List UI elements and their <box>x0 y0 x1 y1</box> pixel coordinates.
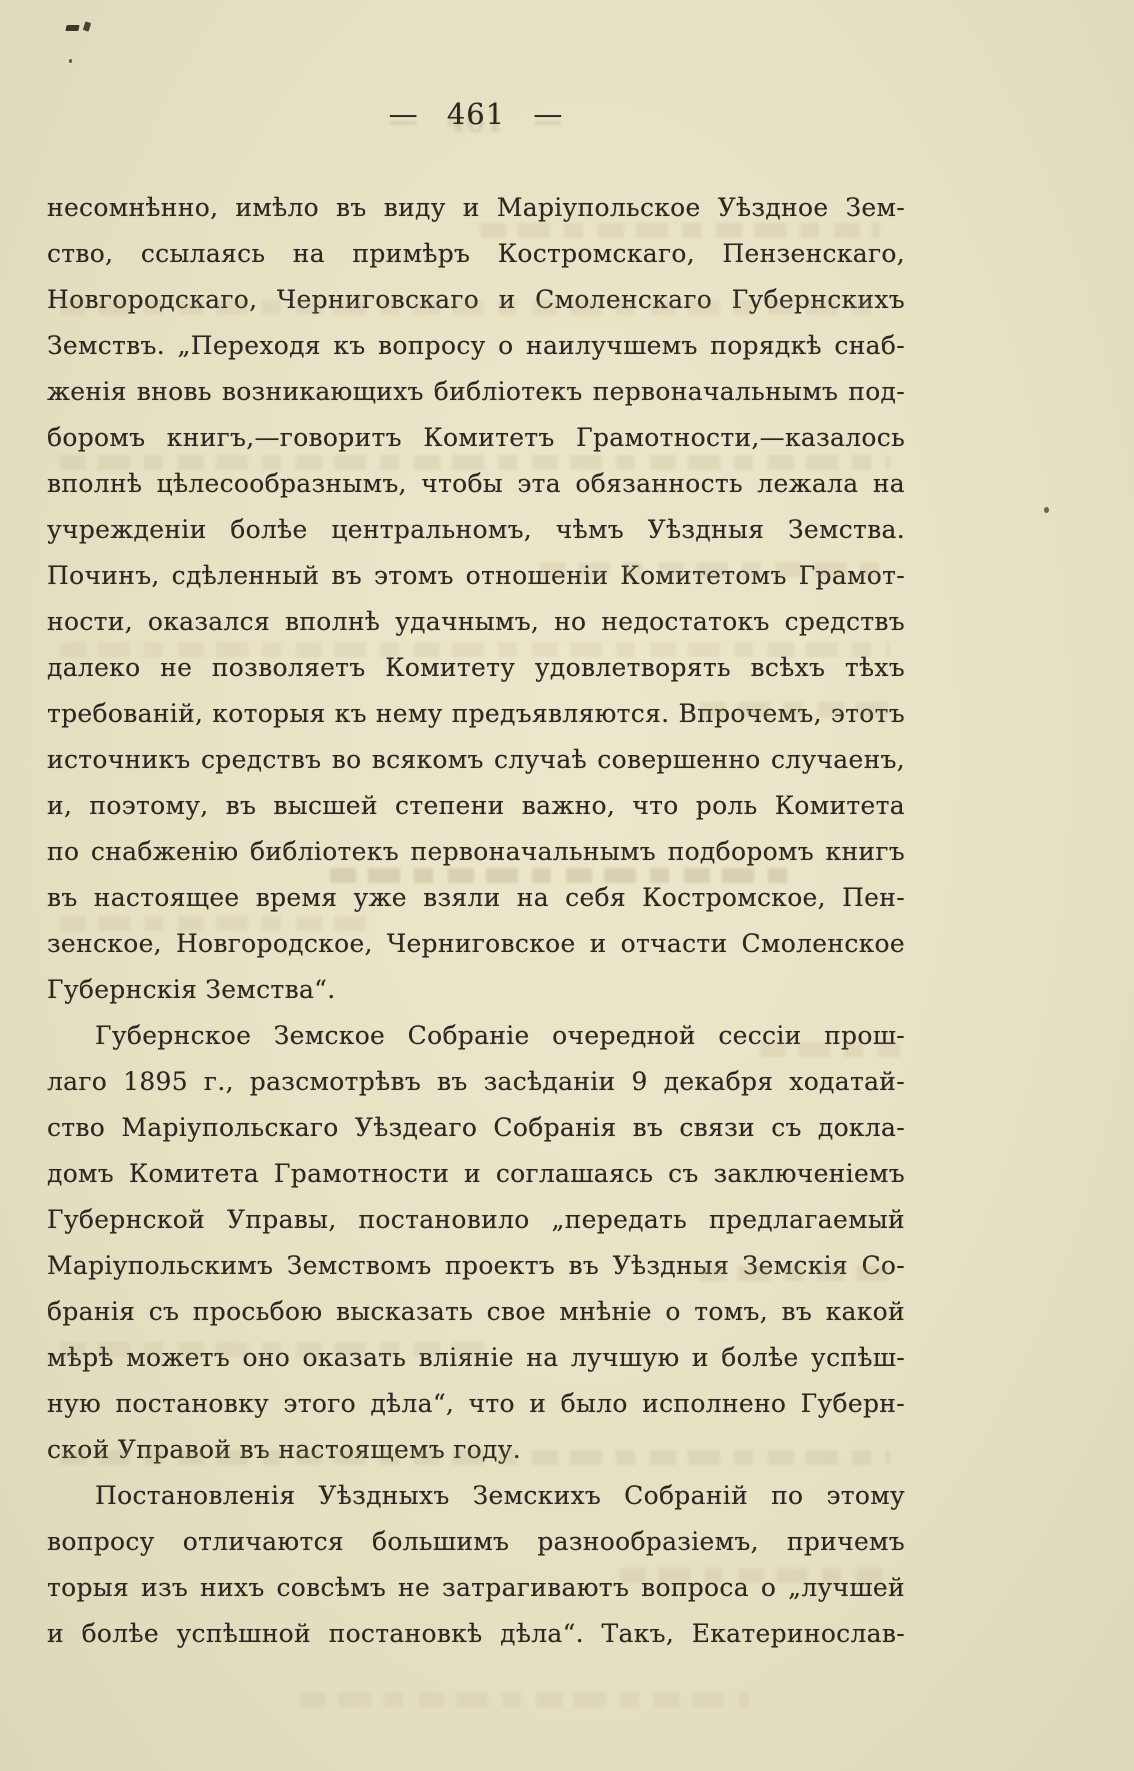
text-line: ство, ссылаясь на примѣръ Костромскаго, Пензенскаго, <box>47 239 905 268</box>
text-line: женія вновь возникающихъ библіотекъ первоначальнымъ под- <box>47 377 905 406</box>
text-line: въ настоящее время уже взяли на себя Костромское, Пен- <box>47 883 905 912</box>
ink-speck <box>1044 507 1049 513</box>
text-line: ности, оказался вполнѣ удачнымъ, но недостатокъ средствъ <box>47 607 905 636</box>
text-line: ской Управой въ настоящемъ году. <box>47 1435 521 1464</box>
text-line: вполнѣ цѣлесообразнымъ, чтобы эта обязанность лежала на <box>47 469 905 498</box>
text-line: Губернской Управы, постановило „передать предлагаемый <box>47 1205 905 1234</box>
showthrough-ghost <box>60 1450 890 1465</box>
text-line: требованій, которыя къ нему предъявляются. Впрочемъ, этотъ <box>47 699 905 728</box>
paragraph <box>47 1473 905 1657</box>
header-dash-right: — <box>533 97 564 131</box>
ink-speck <box>65 25 79 31</box>
showthrough-ghost <box>60 300 880 315</box>
text-line: Маріупольскимъ Земствомъ проектъ въ Уѣздныя Земскія Со- <box>47 1251 905 1280</box>
text-line: Починъ, сдѣленный въ этомъ отношеніи Комитетомъ Грамот- <box>47 561 905 590</box>
showthrough-ghost <box>760 1042 900 1057</box>
header-dash-left: — <box>388 97 419 131</box>
page-number: 461 <box>446 97 506 131</box>
text-line: торыя изъ нихъ совсѣмъ не затрагиваютъ вопроса о „лучшей <box>47 1573 905 1602</box>
showthrough-ghost <box>480 223 880 238</box>
text-line: домъ Комитета Грамотности и соглашаясь съ заключеніемъ <box>47 1159 905 1188</box>
text-line: ную постановку этого дѣла“, что и было исполнено Губерн- <box>47 1389 905 1418</box>
ink-speck <box>83 21 91 31</box>
text-line: Губернскія Земства“. <box>47 975 336 1004</box>
paragraph <box>47 1013 905 1473</box>
showthrough-ghost <box>60 455 890 470</box>
text-line: вопросу отличаются большимъ разнообразіемъ, причемъ <box>47 1527 905 1556</box>
text-line: по снабженію библіотекъ первоначальнымъ подборомъ книгъ <box>47 837 905 866</box>
text-line: Земствъ. „Переходя къ вопросу о наилучшемъ порядкѣ снаб- <box>47 331 905 360</box>
text-line: Губернское Земское Собраніе очередной сессіи прош- <box>95 1021 905 1050</box>
text-line: ство Маріупольскаго Уѣздеаго Собранія въ связи съ докла- <box>47 1113 905 1142</box>
text-line: зенское, Новгородское, Черниговское и отчасти Смоленское <box>47 929 905 958</box>
showthrough-ghost <box>620 1568 890 1583</box>
text-line: несомнѣнно, имѣло въ виду и Маріупольское Уѣздное Зем- <box>47 193 905 222</box>
text-line: учрежденіи болѣе центральномъ, чѣмъ Уѣздныя Земства. <box>47 515 905 544</box>
showthrough-ghost <box>330 868 800 883</box>
text-line: далеко не позволяетъ Комитету удовлетворять всѣхъ тѣхъ <box>47 653 905 682</box>
text-line: бранія съ просьбою высказать свое мнѣніе о томъ, въ какой <box>47 1297 905 1326</box>
showthrough-ghost <box>60 642 890 657</box>
text-line: Постановленія Уѣздныхъ Земскихъ Собраній по этому <box>95 1481 905 1510</box>
text-line: источникъ средствъ во всякомъ случаѣ совершенно случаенъ, <box>47 745 905 774</box>
text-line: боромъ книгъ,—говоритъ Комитетъ Грамотности,—казалось <box>47 423 905 452</box>
showthrough-ghost <box>540 562 880 577</box>
showthrough-ghost <box>60 1342 490 1357</box>
text-line: и болѣе успѣшной постановкѣ дѣла“. Такъ, Екатеринослав- <box>47 1619 905 1648</box>
text-line: Новгородскаго, Черниговскаго и Смоленскаго Губернскихъ <box>47 285 905 314</box>
page-header <box>47 94 905 134</box>
ink-speck <box>69 59 72 63</box>
text-line: и, поэтому, въ высшей степени важно, что роль Комитета <box>47 791 905 820</box>
showthrough-ghost <box>300 1692 750 1707</box>
text-line: мѣрѣ можетъ оно оказать вліяніе на лучшую и болѣе успѣш- <box>47 1343 905 1372</box>
text-line: лаго 1895 г., разсмотрѣвъ въ засѣданіи 9 декабря ходатай- <box>47 1067 905 1096</box>
showthrough-ghost <box>60 916 380 931</box>
showthrough-ghost <box>700 702 890 717</box>
showthrough-ghost <box>700 1266 890 1281</box>
